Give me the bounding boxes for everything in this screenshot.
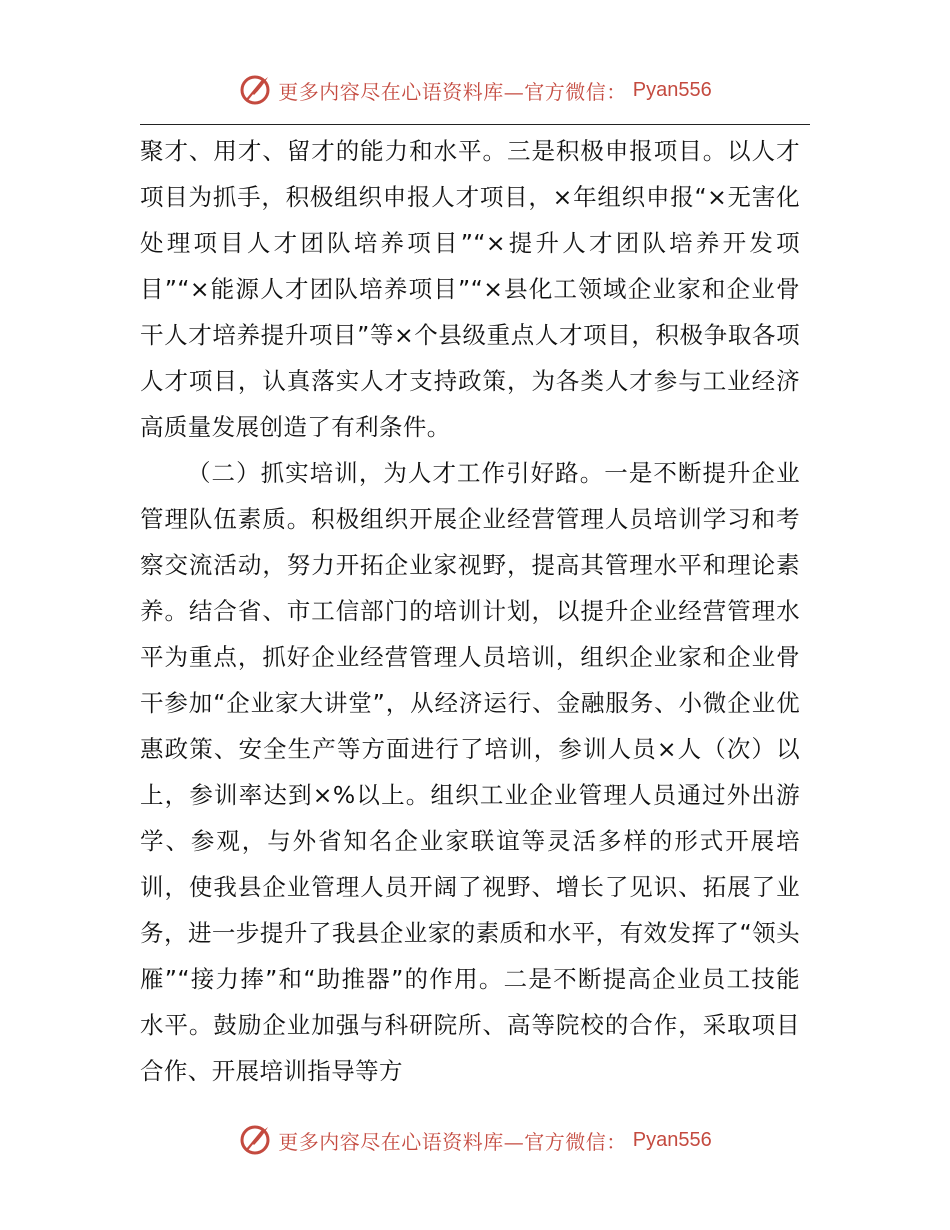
quill-logo-icon	[238, 1123, 272, 1157]
header-divider	[140, 124, 810, 125]
document-body	[140, 128, 800, 1094]
watermark-text: 更多内容尽在心语资料库—官方微信：	[278, 79, 627, 104]
paragraph: 聚才、用才、留才的能力和水平。三是积极申报项目。以人才项目为抓手，积极组织申报人才项目，×年组织申报“×无害化处理项目人才团队培养项目”“×提升人才团队培养开发项目”“×能源人才团队培养项目”“×县化工领域企业家和企业骨干人才培养提升项目”等×个县级重点人才项目，积极争取各项人才项目，认真落实人才支持政策，为各类人才参与工业经济高质量发展创造了有利条件。	[140, 137, 800, 441]
wechat-id: Pyan556	[632, 1128, 712, 1151]
watermark-text: 更多内容尽在心语资料库—官方微信：	[278, 1129, 627, 1154]
wechat-id: Pyan556	[632, 78, 712, 101]
paragraph: （二）抓实培训，为人才工作引好路。一是不断提升企业管理队伍素质。积极组织开展企业经营管理人员培训学习和考察交流活动，努力开拓企业家视野，提高其管理水平和理论素养。结合省、市工信部门的培训计划，以提升企业经营管理水平为重点，抓好企业经营管理人员培训，组织企业家和企业骨干参加“企业家大讲堂”，从经济运行、金融服务、小微企业优惠政策、安全生产等方面进行了培训，参训人员×人（次）以上，参训率达到×%以上。组织工业企业管理人员通过外出游学、参观，与外省知名企业家联谊等灵活多样的形式开展培训，使我县企业管理人员开阔了视野、增长了见识、拓展了业务，进一步提升了我县企业家的素质和水平，有效发挥了“领头雁”“接力捧”和“助推器”的作用。二是不断提高企业员工技能水平。鼓励企业加强与科研院所、高等院校的合作，采取项目合作、开展培训指导等方	[140, 459, 800, 1085]
quill-logo-icon	[238, 73, 272, 107]
watermark-footer	[0, 1120, 950, 1160]
watermark-header	[0, 70, 950, 110]
